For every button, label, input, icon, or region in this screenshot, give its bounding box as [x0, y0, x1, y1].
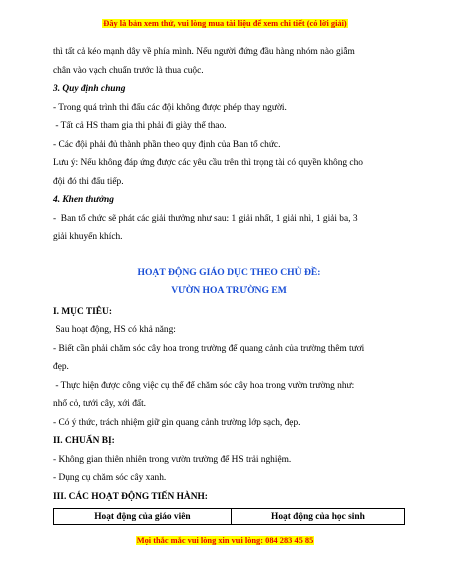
activity-subtitle: VƯỜN HOA TRƯỜNG EM: [171, 285, 287, 296]
objectives-item: - Biết cần phải chăm sóc cây hoa trong trường để quang cảnh của trường thêm tươi: [53, 343, 365, 354]
rules-item: - Tất cả HS tham gia thi phải đi giày thể thao.: [53, 121, 227, 131]
objectives-item: - Thực hiện được công việc cụ thể để chăm sóc cây hoa trong vườn trường như:: [53, 380, 355, 391]
table-header-row: [54, 509, 405, 525]
top-preview-banner: [0, 19, 450, 28]
activity-table: [53, 508, 405, 525]
activity-title: HOẠT ĐỘNG GIÁO DỤC THEO CHỦ ĐỀ:: [137, 266, 321, 278]
rules-note: Lưu ý: Nếu không đáp ứng được các yêu cầu trên thì trọng tài có quyền không cho: [53, 158, 363, 168]
objectives-item: đẹp.: [53, 362, 69, 372]
rules-item: - Các đội phải đủ thành phần theo quy định của Ban tổ chức.: [53, 139, 281, 150]
procedure-heading: III. CÁC HOẠT ĐỘNG TIẾN HÀNH:: [53, 491, 208, 502]
preparation-item: - Không gian thiên nhiên trong vườn trường để HS trải nghiệm.: [53, 454, 292, 465]
paragraph-line: chân vào vạch chuẩn trước là thua cuộc.: [53, 65, 204, 76]
teacher-column-header: Hoạt động của giáo viên: [54, 509, 232, 525]
objectives-intro: Sau hoạt động, HS có khả năng:: [53, 325, 176, 335]
objectives-heading: I. MỤC TIÊU:: [53, 306, 112, 317]
awards-text: - Ban tổ chức sẽ phát các giải thưởng như sau: 1 giải nhất, 1 giải nhì, 1 giải ba, 3: [53, 213, 358, 224]
preparation-heading: II. CHUẨN BỊ:: [53, 436, 115, 446]
objectives-item: nhổ cỏ, tưới cây, xới đất.: [53, 399, 147, 409]
rules-item: - Trong quá trình thi đấu các đội không được phép thay người.: [53, 102, 287, 113]
preparation-item: - Dụng cụ chăm sóc cây xanh.: [53, 473, 167, 483]
document-body: [53, 43, 405, 525]
awards-heading: 4. Khen thưởng: [53, 195, 114, 205]
objectives-item: - Có ý thức, trách nhiệm giữ gìn quang cảnh trường lớp sạch, đẹp.: [53, 417, 301, 428]
student-column-header: Hoạt động của học sinh: [231, 509, 404, 525]
bottom-contact-banner: [0, 536, 450, 545]
awards-text: giải khuyến khích.: [53, 232, 123, 242]
bottom-banner-text: Mọi thắc mắc vui lòng xin vui lòng: 084 283 45 85: [136, 536, 314, 545]
top-banner-text: Đây là bản xem thử, vui lòng mua tài liệu để xem chi tiết (có lời giải): [103, 19, 347, 28]
rules-note: đội đó thi đấu tiếp.: [53, 176, 124, 187]
rules-heading: 3. Quy định chung: [53, 84, 126, 94]
paragraph-line: thì tất cả kéo mạnh dây về phía mình. Nếu người đứng đầu hàng nhóm nào giẫm: [53, 47, 355, 57]
